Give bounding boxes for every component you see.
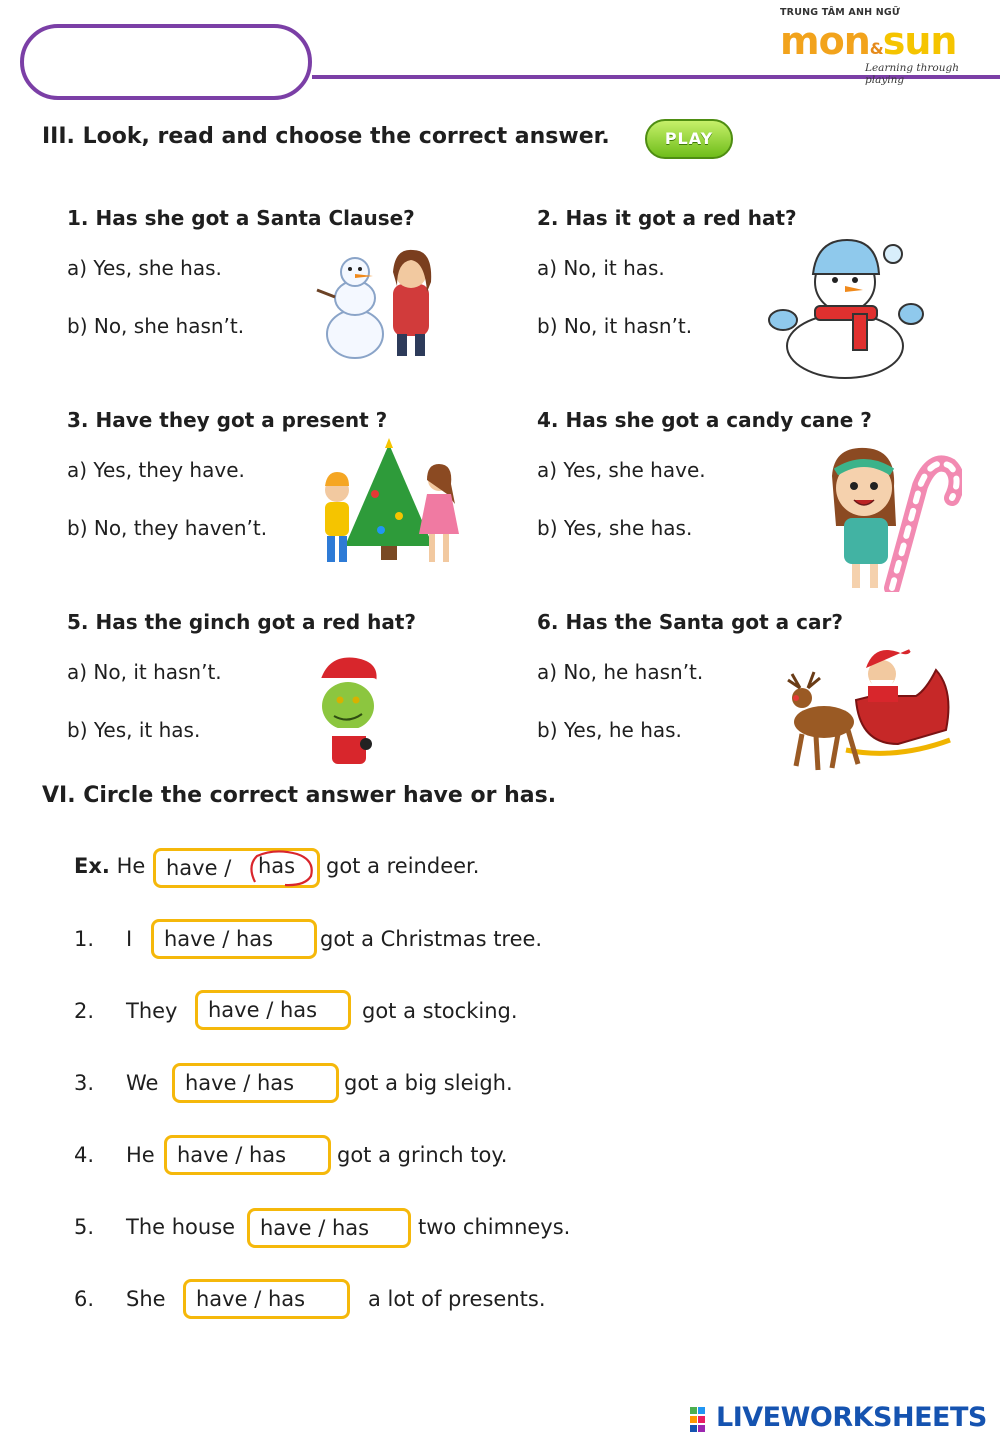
q2-option-b[interactable]: b) No, it hasn’t. bbox=[537, 314, 693, 338]
item-6-rest: a lot of presents. bbox=[368, 1287, 546, 1311]
item-3-number: 3. bbox=[74, 1071, 95, 1095]
logo-top-text: TRUNG TÂM ANH NGỮ bbox=[780, 7, 901, 18]
item-2-number: 2. bbox=[74, 999, 95, 1023]
santa-sleigh-image bbox=[786, 640, 956, 778]
item-1-rest: got a Christmas tree. bbox=[320, 927, 543, 951]
item-4-rest: got a grinch toy. bbox=[337, 1143, 508, 1167]
item-6-subject: She bbox=[126, 1287, 166, 1311]
example-choice-text: have / bbox=[166, 856, 232, 880]
example-rest: got a reindeer. bbox=[326, 854, 480, 878]
christmas-tree-kids-image bbox=[315, 434, 463, 570]
item-3-rest: got a big sleigh. bbox=[344, 1071, 513, 1095]
logo-main-b: sun bbox=[882, 19, 957, 63]
logo-amp: & bbox=[869, 39, 883, 58]
snowman-image bbox=[765, 234, 925, 380]
item-1-number: 1. bbox=[74, 927, 95, 951]
example-row bbox=[74, 854, 145, 878]
q3-option-b[interactable]: b) No, they haven’t. bbox=[67, 516, 268, 540]
q6-option-b[interactable]: b) Yes, he has. bbox=[537, 718, 682, 742]
question-3: 3. Have they got a present ? bbox=[67, 408, 388, 432]
example-subject: He bbox=[116, 854, 146, 878]
item-4-subject: He bbox=[126, 1143, 155, 1167]
question-1: 1. Has she got a Santa Clause? bbox=[67, 206, 415, 230]
logo-main-a: mon bbox=[780, 19, 870, 63]
section6-title: VI. Circle the correct answer have or has. bbox=[42, 783, 557, 808]
q6-option-a[interactable]: a) No, he hasn’t. bbox=[537, 660, 704, 684]
item-2-rest: got a stocking. bbox=[362, 999, 518, 1023]
item-2-subject: They bbox=[126, 999, 178, 1023]
item-4-choice-box[interactable]: have / has bbox=[164, 1135, 331, 1175]
q4-option-a[interactable]: a) Yes, she have. bbox=[537, 458, 706, 482]
question-6: 6. Has the Santa got a car? bbox=[537, 610, 843, 634]
example-label: Ex. bbox=[74, 854, 110, 878]
item-5-number: 5. bbox=[74, 1215, 95, 1239]
item-3-choice-box[interactable]: have / has bbox=[172, 1063, 339, 1103]
example-circled-word: has bbox=[258, 854, 296, 878]
question-2: 2. Has it got a red hat? bbox=[537, 206, 797, 230]
logo-tagline: Learning through playing bbox=[865, 62, 959, 86]
item-4-number: 4. bbox=[74, 1143, 95, 1167]
q4-option-b[interactable]: b) Yes, she has. bbox=[537, 516, 693, 540]
question-4: 4. Has she got a candy cane ? bbox=[537, 408, 872, 432]
question-5: 5. Has the ginch got a red hat? bbox=[67, 610, 417, 634]
item-1-subject: I bbox=[126, 927, 133, 951]
girl-candy-cane-image bbox=[822, 446, 962, 592]
item-5-choice-box[interactable]: have / has bbox=[247, 1208, 411, 1248]
snowman-girl-image bbox=[315, 242, 450, 362]
liveworksheets-brand[interactable]: LIVEWORKSHEETS bbox=[716, 1402, 987, 1433]
section3-title: III. Look, read and choose the correct answer. bbox=[42, 124, 610, 149]
item-3-subject: We bbox=[126, 1071, 159, 1095]
q5-option-a[interactable]: a) No, it hasn’t. bbox=[67, 660, 222, 684]
example-circle-mark bbox=[245, 848, 319, 888]
item-5-subject: The house bbox=[126, 1215, 236, 1239]
q1-option-b[interactable]: b) No, she hasn’t. bbox=[67, 314, 245, 338]
item-6-number: 6. bbox=[74, 1287, 95, 1311]
item-2-choice-box[interactable]: have / has bbox=[195, 990, 351, 1030]
item-1-choice-box[interactable]: have / has bbox=[151, 919, 317, 959]
q2-option-a[interactable]: a) No, it has. bbox=[537, 256, 665, 280]
q5-option-b[interactable]: b) Yes, it has. bbox=[67, 718, 201, 742]
name-box[interactable] bbox=[20, 24, 312, 100]
q3-option-a[interactable]: a) Yes, they have. bbox=[67, 458, 245, 482]
q1-option-a[interactable]: a) Yes, she has. bbox=[67, 256, 222, 280]
liveworksheets-logo-icon bbox=[690, 1407, 714, 1433]
item-6-choice-box[interactable]: have / has bbox=[183, 1279, 350, 1319]
item-5-rest: two chimneys. bbox=[418, 1215, 571, 1239]
play-button[interactable]: PLAY bbox=[645, 119, 733, 159]
grinch-image bbox=[298, 652, 398, 768]
